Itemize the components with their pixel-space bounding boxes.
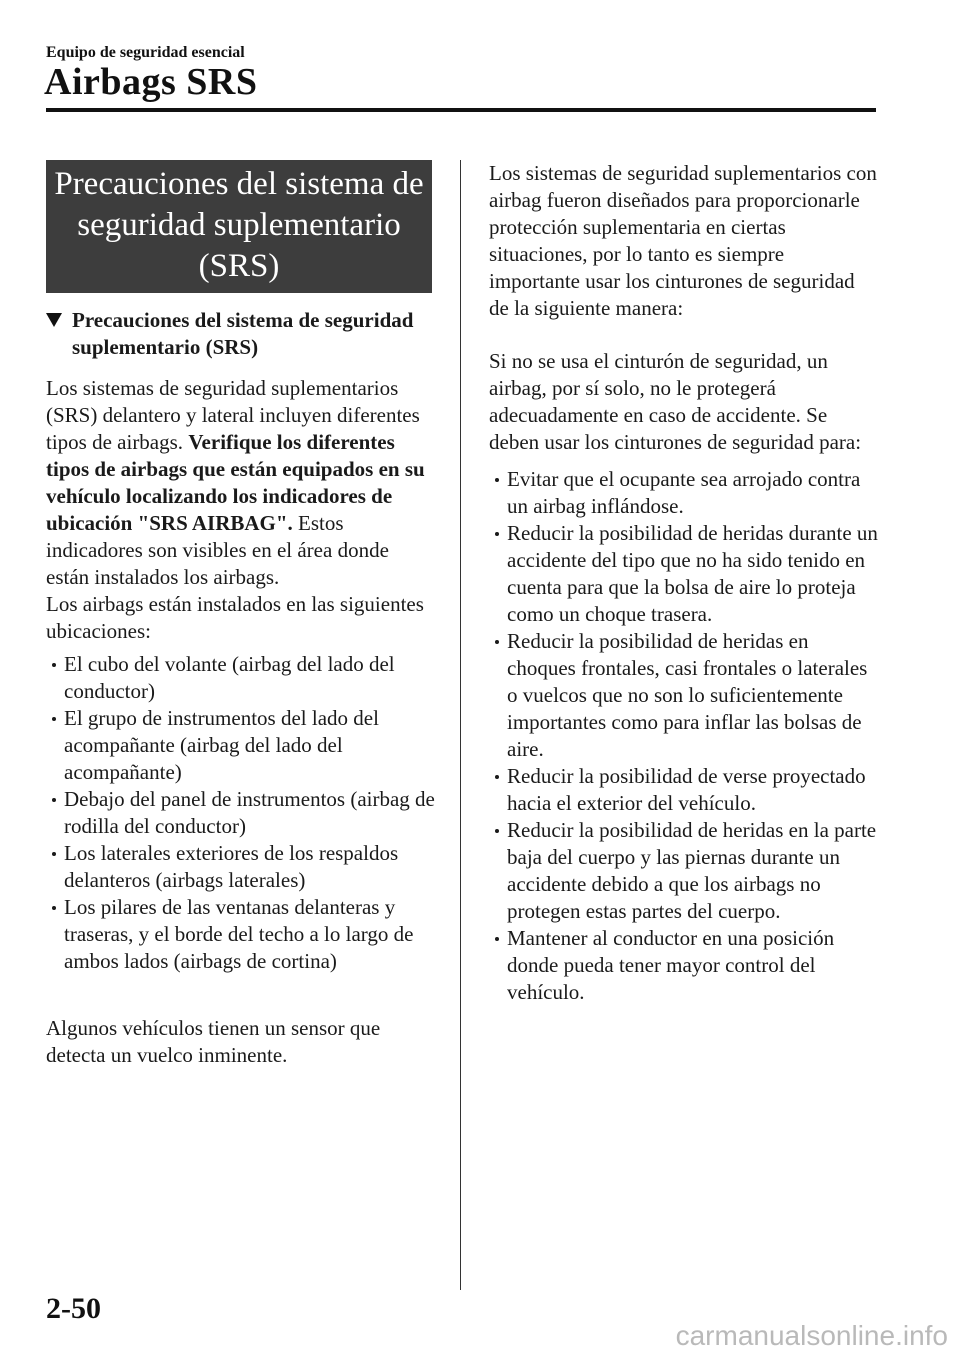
bullet-dot-icon [495,478,499,482]
list-item: El cubo del volante (airbag del lado del conductor) [46,651,436,705]
list-item: Reducir la posibilidad de verse proyectado hacia el exterior del vehículo. [489,763,879,817]
list-item: Evitar que el ocupante sea arrojado contra un airbag inflándose. [489,466,879,520]
watermark: carmanualsonline.info [675,1320,948,1351]
bullet-dot-icon [495,532,499,536]
subsection-heading-text: Precauciones del sistema de seguridad suplementario (SRS) [72,308,414,359]
locations-intro: Los airbags están instalados en las siguientes ubicaciones: [46,592,424,643]
list-item: Reducir la posibilidad de heridas durante un accidente del tipo que no ha sido tenido en cuenta para que la bolsa de aire lo proteja como un choque trasera. [489,520,879,628]
right-column [489,160,879,1006]
bullet-dot-icon [52,798,56,802]
list-item: Reducir la posibilidad de heridas en la parte baja del cuerpo y las piernas durante un accidente debido a que los airbags no protegen estas partes del cuerpo. [489,817,879,925]
list-item: El grupo de instrumentos del lado del acompañante (airbag del lado del acompañante) [46,705,436,786]
triangle-down-icon [46,313,62,327]
seatbelt-paragraph: Los sistemas de seguridad suplementarios con airbag fueron diseñados para proporcionarle protección suplementaria en ciertas situaciones, por lo tanto es siempre importante usar los cinturones de seguridad de la siguiente manera: [489,161,877,320]
bullet-dot-icon [52,717,56,721]
intro-paragraph [46,375,436,591]
column-divider [460,160,461,1290]
page-number: 2-50 [46,1292,101,1325]
bullet-dot-icon [495,640,499,644]
section-banner: Precauciones del sistema de seguridad suplementario (SRS) [46,160,432,293]
bullet-dot-icon [52,906,56,910]
intro-bold-text: Verifique los diferentes tipos de airbags que están equipados en su vehículo localizando los indicadores de ubicación "SRS AIRBAG". [46,430,425,535]
seatbelt-reason-intro: Si no se usa el cinturón de seguridad, un airbag, por sí solo, no le protegerá adecuadamente en caso de accidente. Se deben usar los cinturones de seguridad para: [489,349,862,454]
list-item: Los laterales exteriores de los respaldos delanteros (airbags laterales) [46,840,436,894]
intro-tail-text: Estos indicadores son visibles en el área donde están instalados los airbags. [46,511,389,589]
rollover-note: Algunos vehículos tienen un sensor que detecta un vuelco inminente. [46,1016,381,1067]
page-title: Airbags SRS [44,61,258,103]
intro-text: Los sistemas de seguridad suplementarios (SRS) delantero y lateral incluyen diferentes tipos de airbags. [46,376,420,454]
list-item: Los pilares de las ventanas delanteras y traseras, y el borde del techo a lo largo de ambos lados (airbags de cortina) [46,894,436,975]
subsection-heading [46,307,436,361]
bullet-dot-icon [495,775,499,779]
header-rule [46,108,876,112]
bullet-dot-icon [52,852,56,856]
reasons-list [489,466,879,1006]
bullet-dot-icon [495,829,499,833]
list-item: Reducir la posibilidad de heridas en choques frontales, casi frontales o laterales o vuelcos que no son lo suficientemente importantes como para inflar las bolsas de aire. [489,628,879,763]
bullet-dot-icon [495,937,499,941]
section-kicker: Equipo de seguridad esencial [46,44,245,61]
list-item: Debajo del panel de instrumentos (airbag de rodilla del conductor) [46,786,436,840]
locations-list [46,651,436,975]
left-column [46,160,436,1069]
bullet-dot-icon [52,663,56,667]
list-item: Mantener al conductor en una posición donde pueda tener mayor control del vehículo. [489,925,879,1006]
